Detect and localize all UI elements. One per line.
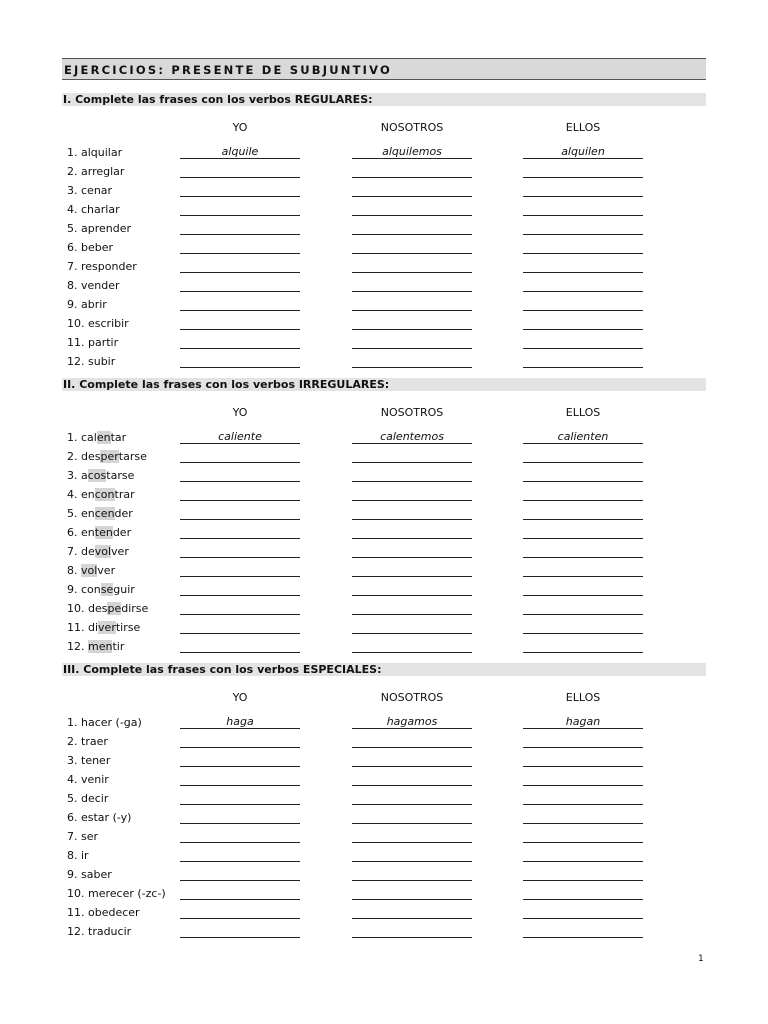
answer-blank[interactable]: [352, 753, 472, 767]
item-number: 10.: [67, 887, 85, 900]
verb-item: [67, 355, 115, 368]
column-header: ELLOS: [565, 406, 601, 419]
answer-blank[interactable]: [180, 202, 300, 216]
column-header: ELLOS: [565, 691, 601, 704]
verb-item: [67, 146, 122, 159]
verb-text: de: [81, 545, 95, 558]
verb-item: [67, 716, 142, 729]
answer-blank[interactable]: [523, 221, 643, 235]
answer-blank[interactable]: [180, 316, 300, 330]
verb-item: [67, 564, 115, 577]
answer-blank[interactable]: [352, 791, 472, 805]
stem-highlight: ten: [94, 526, 113, 539]
verb-text: a: [81, 469, 88, 482]
answer-blank[interactable]: [180, 905, 300, 919]
answer-blank[interactable]: [352, 620, 472, 634]
answer-blank[interactable]: [352, 335, 472, 349]
answer-blank[interactable]: [352, 582, 472, 596]
item-number: 9.: [67, 298, 78, 311]
verb-item: [67, 849, 89, 862]
verb-item: [67, 906, 140, 919]
answer-blank[interactable]: [523, 278, 643, 292]
answer-blank[interactable]: [523, 487, 643, 501]
section-heading: II. Complete las frases con los verbos IRREGULARES:: [62, 378, 706, 391]
answer-blank[interactable]: calentemos: [352, 430, 472, 444]
verb-item: [67, 545, 129, 558]
page-number: 1: [698, 954, 704, 964]
answer-blank[interactable]: [352, 354, 472, 368]
answer-blank[interactable]: alquile: [180, 145, 300, 159]
answer-blank[interactable]: [523, 468, 643, 482]
verb-item: [67, 450, 147, 463]
answer-blank[interactable]: [523, 544, 643, 558]
stem-highlight: men: [88, 640, 113, 653]
answer-blank[interactable]: [180, 620, 300, 634]
answer-blank[interactable]: [523, 259, 643, 273]
answer-blank[interactable]: [523, 601, 643, 615]
verb-text: cenar: [81, 184, 113, 197]
verb-item: [67, 526, 131, 539]
answer-blank[interactable]: [180, 886, 300, 900]
answer-blank[interactable]: [523, 810, 643, 824]
answer-blank[interactable]: [523, 924, 643, 938]
verb-text: ver: [111, 545, 129, 558]
verb-item: [67, 279, 120, 292]
answer-blank[interactable]: [523, 772, 643, 786]
item-number: 5.: [67, 222, 78, 235]
answer-blank[interactable]: [180, 468, 300, 482]
answer-blank[interactable]: [352, 563, 472, 577]
verb-text: escribir: [88, 317, 129, 330]
verb-text: tar: [110, 431, 127, 444]
answer-blank[interactable]: caliente: [180, 430, 300, 444]
verb-text: ser: [81, 830, 99, 843]
item-number: 5.: [67, 507, 78, 520]
answer-blank[interactable]: [352, 924, 472, 938]
answer-blank[interactable]: [352, 468, 472, 482]
answer-blank[interactable]: [352, 487, 472, 501]
stem-highlight: cos: [87, 469, 107, 482]
answer-blank[interactable]: [352, 848, 472, 862]
item-number: 8.: [67, 849, 78, 862]
answer-blank[interactable]: [180, 753, 300, 767]
item-number: 4.: [67, 488, 78, 501]
answer-blank[interactable]: [523, 506, 643, 520]
verb-item: [67, 868, 112, 881]
verb-text: merecer (-zc-): [88, 887, 166, 900]
verb-text: di: [88, 621, 99, 634]
answer-blank[interactable]: [180, 335, 300, 349]
item-number: 2.: [67, 735, 78, 748]
verb-item: [67, 260, 137, 273]
item-number: 1.: [67, 716, 78, 729]
item-number: 10.: [67, 602, 85, 615]
item-number: 6.: [67, 811, 78, 824]
item-number: 9.: [67, 868, 78, 881]
answer-blank[interactable]: [523, 639, 643, 653]
section-heading: I. Complete las frases con los verbos REGULARES:: [62, 93, 706, 106]
verb-text: charlar: [81, 203, 120, 216]
verb-item: [67, 583, 135, 596]
answer-blank[interactable]: [180, 810, 300, 824]
answer-blank[interactable]: haga: [180, 715, 300, 729]
answer-blank[interactable]: hagan: [523, 715, 643, 729]
answer-blank[interactable]: [523, 886, 643, 900]
answer-blank[interactable]: [180, 259, 300, 273]
verb-text: responder: [81, 260, 137, 273]
verb-text: guir: [113, 583, 135, 596]
item-number: 1.: [67, 146, 78, 159]
item-number: 6.: [67, 241, 78, 254]
answer-blank[interactable]: [352, 240, 472, 254]
item-number: 3.: [67, 754, 78, 767]
verb-text: en: [81, 526, 95, 539]
answer-blank[interactable]: [523, 164, 643, 178]
verb-text: subir: [88, 355, 116, 368]
item-number: 9.: [67, 583, 78, 596]
item-number: 5.: [67, 792, 78, 805]
verb-text: estar (-y): [81, 811, 132, 824]
verb-text: ir: [81, 849, 89, 862]
answer-blank[interactable]: calienten: [523, 430, 643, 444]
verb-item: [67, 298, 107, 311]
answer-blank[interactable]: [180, 791, 300, 805]
answer-blank[interactable]: [180, 164, 300, 178]
answer-blank[interactable]: [352, 221, 472, 235]
verb-text: des: [88, 602, 108, 615]
answer-blank[interactable]: [180, 582, 300, 596]
verb-text: abrir: [81, 298, 107, 311]
item-number: 12.: [67, 925, 85, 938]
answer-blank[interactable]: [352, 886, 472, 900]
column-header: YO: [232, 121, 248, 134]
item-number: 10.: [67, 317, 85, 330]
answer-blank[interactable]: [523, 354, 643, 368]
answer-blank[interactable]: [180, 734, 300, 748]
answer-blank[interactable]: alquilen: [523, 145, 643, 159]
answer-blank[interactable]: [523, 848, 643, 862]
answer-blank[interactable]: [180, 639, 300, 653]
item-number: 8.: [67, 279, 78, 292]
verb-text: der: [112, 526, 132, 539]
verb-text: en: [81, 507, 95, 520]
verb-item: [67, 431, 126, 444]
answer-blank[interactable]: [352, 278, 472, 292]
answer-blank[interactable]: [180, 506, 300, 520]
verb-text: traducir: [88, 925, 132, 938]
verb-item: [67, 184, 112, 197]
answer-blank[interactable]: [352, 544, 472, 558]
item-number: 2.: [67, 450, 78, 463]
answer-blank[interactable]: [180, 297, 300, 311]
answer-blank[interactable]: [352, 164, 472, 178]
verb-text: tarse: [106, 469, 135, 482]
answer-blank[interactable]: [180, 848, 300, 862]
answer-blank[interactable]: [523, 297, 643, 311]
verb-text: alquilar: [81, 146, 123, 159]
answer-blank[interactable]: [352, 867, 472, 881]
verb-text: tir: [112, 640, 125, 653]
answer-blank[interactable]: [180, 354, 300, 368]
answer-blank[interactable]: [352, 183, 472, 197]
verb-item: [67, 773, 109, 786]
stem-highlight: per: [100, 450, 119, 463]
verb-text: cal: [81, 431, 97, 444]
verb-text: arreglar: [81, 165, 125, 178]
answer-blank[interactable]: [352, 601, 472, 615]
answer-blank[interactable]: [523, 525, 643, 539]
stem-highlight: cen: [94, 507, 115, 520]
verb-text: venir: [81, 773, 109, 786]
answer-blank[interactable]: [523, 905, 643, 919]
verb-item: [67, 165, 124, 178]
verb-item: [67, 317, 129, 330]
verb-text: aprender: [81, 222, 132, 235]
stem-highlight: ver: [98, 621, 116, 634]
answer-blank[interactable]: [180, 221, 300, 235]
verb-item: [67, 887, 166, 900]
answer-blank[interactable]: [180, 867, 300, 881]
item-number: 11.: [67, 621, 85, 634]
verb-text: dirse: [121, 602, 149, 615]
answer-blank[interactable]: [352, 259, 472, 273]
verb-text: saber: [81, 868, 112, 881]
answer-blank[interactable]: [523, 316, 643, 330]
verb-text: hacer (-ga): [81, 716, 142, 729]
verb-item: [67, 602, 148, 615]
answer-blank[interactable]: [523, 829, 643, 843]
answer-blank[interactable]: [523, 582, 643, 596]
answer-blank[interactable]: [352, 639, 472, 653]
answer-blank[interactable]: [180, 487, 300, 501]
stem-highlight: en: [96, 431, 111, 444]
column-header: NOSOTROS: [380, 406, 444, 419]
answer-blank[interactable]: hagamos: [352, 715, 472, 729]
answer-blank[interactable]: [523, 335, 643, 349]
verb-text: trar: [114, 488, 135, 501]
stem-highlight: con: [94, 488, 115, 501]
answer-blank[interactable]: [180, 525, 300, 539]
answer-blank[interactable]: [352, 810, 472, 824]
verb-item: [67, 241, 113, 254]
answer-blank[interactable]: [523, 183, 643, 197]
stem-highlight: se: [100, 583, 114, 596]
item-number: 7.: [67, 260, 78, 273]
answer-blank[interactable]: [180, 601, 300, 615]
verb-text: en: [81, 488, 95, 501]
answer-blank[interactable]: [352, 297, 472, 311]
item-number: 12.: [67, 640, 85, 653]
verb-item: [67, 222, 131, 235]
verb-item: [67, 507, 133, 520]
item-number: 3.: [67, 184, 78, 197]
item-number: 11.: [67, 906, 85, 919]
page-title: EJERCICIOS: PRESENTE DE SUBJUNTIVO: [62, 58, 706, 80]
answer-blank[interactable]: [523, 202, 643, 216]
verb-text: tarse: [118, 450, 147, 463]
item-number: 11.: [67, 336, 85, 349]
answer-blank[interactable]: [352, 506, 472, 520]
verb-text: decir: [81, 792, 109, 805]
answer-blank[interactable]: [523, 240, 643, 254]
answer-blank[interactable]: [523, 867, 643, 881]
stem-highlight: vol: [81, 564, 98, 577]
verb-item: [67, 640, 124, 653]
column-header: NOSOTROS: [380, 121, 444, 134]
item-number: 6.: [67, 526, 78, 539]
answer-blank[interactable]: [352, 316, 472, 330]
verb-item: [67, 488, 135, 501]
verb-text: traer: [81, 735, 108, 748]
answer-blank[interactable]: [180, 240, 300, 254]
answer-blank[interactable]: [523, 734, 643, 748]
item-number: 4.: [67, 773, 78, 786]
answer-blank[interactable]: [180, 544, 300, 558]
answer-blank[interactable]: [352, 734, 472, 748]
item-number: 7.: [67, 545, 78, 558]
answer-blank[interactable]: [180, 829, 300, 843]
item-number: 2.: [67, 165, 78, 178]
answer-blank[interactable]: [180, 278, 300, 292]
verb-item: [67, 754, 110, 767]
answer-blank[interactable]: [523, 620, 643, 634]
verb-item: [67, 792, 108, 805]
item-number: 12.: [67, 355, 85, 368]
answer-blank[interactable]: [180, 449, 300, 463]
answer-blank[interactable]: [180, 924, 300, 938]
stem-highlight: pe: [107, 602, 122, 615]
answer-blank[interactable]: [352, 829, 472, 843]
verb-item: [67, 469, 134, 482]
column-header: NOSOTROS: [380, 691, 444, 704]
verb-text: con: [81, 583, 101, 596]
verb-item: [67, 203, 120, 216]
verb-item: [67, 925, 131, 938]
item-number: 8.: [67, 564, 78, 577]
verb-text: beber: [81, 241, 114, 254]
answer-blank[interactable]: [180, 563, 300, 577]
verb-item: [67, 811, 131, 824]
answer-blank[interactable]: [352, 772, 472, 786]
column-header: YO: [232, 406, 248, 419]
answer-blank[interactable]: [180, 183, 300, 197]
verb-text: der: [114, 507, 133, 520]
verb-text: des: [81, 450, 101, 463]
verb-text: partir: [88, 336, 119, 349]
verb-text: tirse: [115, 621, 141, 634]
verb-text: ver: [97, 564, 116, 577]
column-header: ELLOS: [565, 121, 601, 134]
column-header: YO: [232, 691, 248, 704]
item-number: 3.: [67, 469, 78, 482]
answer-blank[interactable]: [523, 753, 643, 767]
answer-blank[interactable]: [523, 791, 643, 805]
stem-highlight: vol: [94, 545, 112, 558]
answer-blank[interactable]: [352, 905, 472, 919]
section-heading: III. Complete las frases con los verbos ESPECIALES:: [62, 663, 706, 676]
answer-blank[interactable]: alquilemos: [352, 145, 472, 159]
answer-blank[interactable]: [180, 772, 300, 786]
verb-item: [67, 336, 118, 349]
verb-item: [67, 830, 98, 843]
verb-text: tener: [81, 754, 111, 767]
verb-text: vender: [81, 279, 120, 292]
item-number: 1.: [67, 431, 78, 444]
answer-blank[interactable]: [352, 525, 472, 539]
answer-blank[interactable]: [523, 563, 643, 577]
answer-blank[interactable]: [523, 449, 643, 463]
answer-blank[interactable]: [352, 202, 472, 216]
verb-item: [67, 735, 108, 748]
verb-text: obedecer: [88, 906, 140, 919]
item-number: 4.: [67, 203, 78, 216]
item-number: 7.: [67, 830, 78, 843]
answer-blank[interactable]: [352, 449, 472, 463]
verb-item: [67, 621, 140, 634]
